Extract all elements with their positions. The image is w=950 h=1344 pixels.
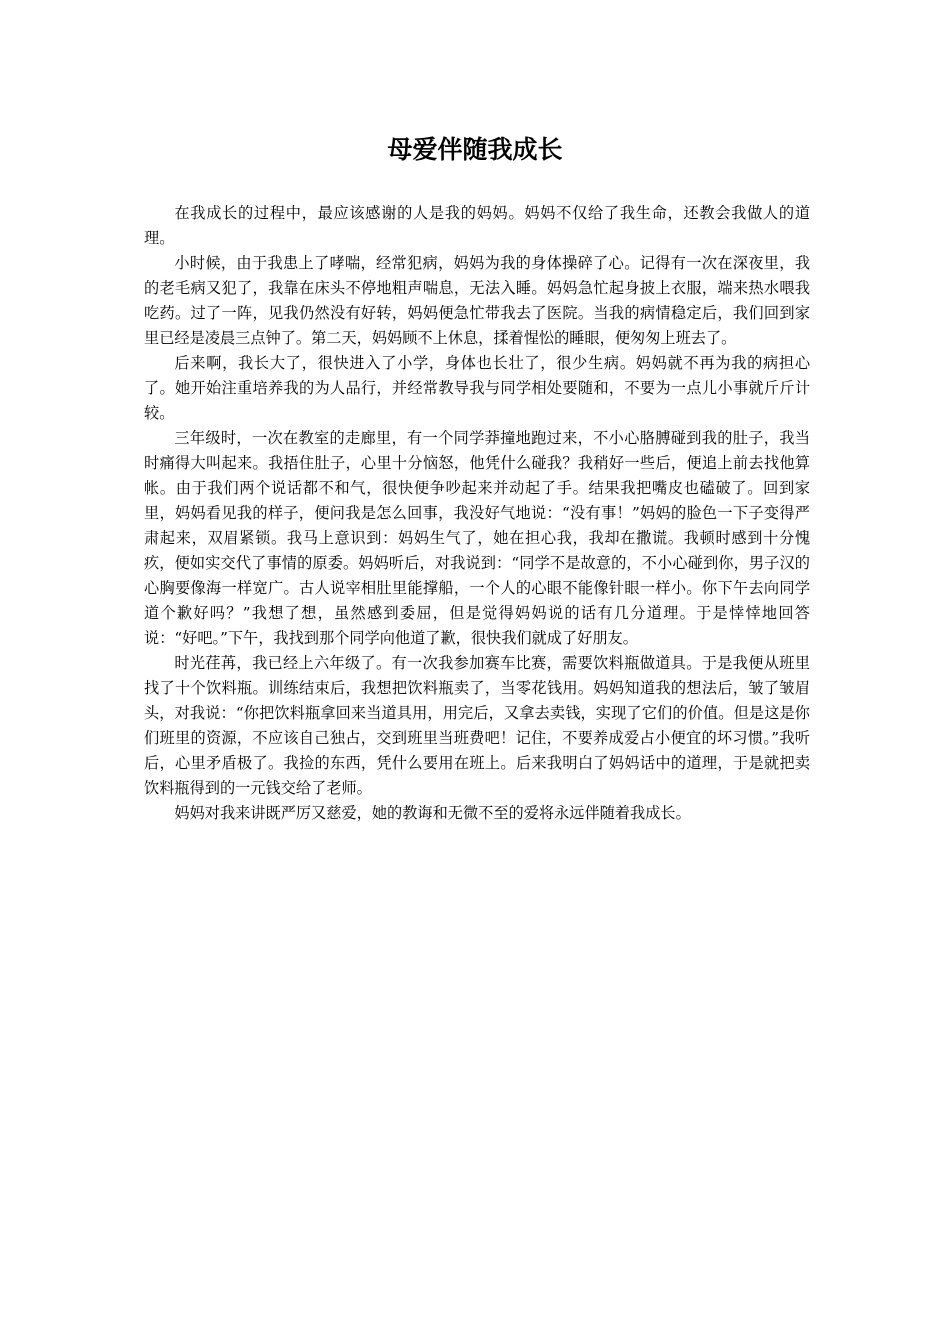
- page-title: 母爱伴随我成长: [387, 135, 563, 164]
- paragraph-3: 后来啊，我长大了，很快进入了小学，身体也长壮了，很少生病。妈妈就不再为我的病担心了。她开始注重培养我的为人品行，并经常教导我与同学相处要随和，不要为一点儿小事就斤斤计较。: [144, 354, 810, 422]
- paragraph-6: 妈妈对我来讲既严厉又慈爱，她的教诲和无微不至的爱将永远伴随着我成长。: [174, 804, 691, 822]
- paragraph-1: 在我成长的过程中，最应该感谢的人是我的妈妈。妈妈不仅给了我生命，还教会我做人的道理。: [144, 204, 810, 247]
- paragraph-2: 小时候，由于我患上了哮喘，经常犯病，妈妈为我的身体操碎了心。记得有一次在深夜里，我的老毛病又犯了，我靠在床头不停地粗声喘息，无法入睡。妈妈急忙起身披上衣服，端来热水喂我吃药。过了一阵，见我仍然没有好转，妈妈便急忙带我去了医院。当我的病情稳定后，我们回到家里已经是凌晨三点钟了。第二天，妈妈顾不上休息，揉着惺忪的睡眼，便匆匆上班去了。: [144, 254, 810, 347]
- essay-body: [144, 201, 810, 826]
- paragraph-4: 三年级时，一次在教室的走廊里，有一个同学莽撞地跑过来，不小心胳膊碰到我的肚子，我当时痛得大叫起来。我捂住肚子，心里十分恼怒，他凭什么碰我？我稍好一些后，便追上前去找他算帐。由于我们两个说话都不和气，很快便争吵起来并动起了手。结果我把嘴皮也磕破了。回到家里，妈妈看见我的样子，便问我是怎么回事，我没好气地说：“没有事！”妈妈的脸色一下子变得严肃起来，双眉紧锁。我马上意识到：妈妈生气了，她在担心我，我却在撒谎。我顿时感到十分愧疚，便如实交代了事情的原委。妈妈听后，对我说到：“同学不是故意的，不小心碰到你，男子汉的心胸要像海一样宽广。古人说宰相肚里能撑船，一个人的心眼不能像针眼一样小。你下午去向同学道个歉好吗？”我想了想，虽然感到委屈，但是觉得妈妈说的话有几分道理。于是悻悻地回答说：“好吧。”下午，我找到那个同学向他道了歉，很快我们就成了好朋友。: [144, 429, 810, 647]
- paragraph-5: 时光荏苒，我已经上六年级了。有一次我参加赛车比赛，需要饮料瓶做道具。于是我便从班里找了十个饮料瓶。训练结束后，我想把饮料瓶卖了，当零花钱用。妈妈知道我的想法后，皱了皱眉头，对我说：“你把饮料瓶拿回来当道具用，用完后，又拿去卖钱，实现了它们的价值。但是这是你们班里的资源，不应该自己独占，交到班里当班费吧！记住，不要养成爱占小便宜的坏习惯。”我听后，心里矛盾极了。我捡的东西，凭什么要用在班上。后来我明白了妈妈话中的道理，于是就把卖饮料瓶得到的一元钱交给了老师。: [144, 654, 810, 797]
